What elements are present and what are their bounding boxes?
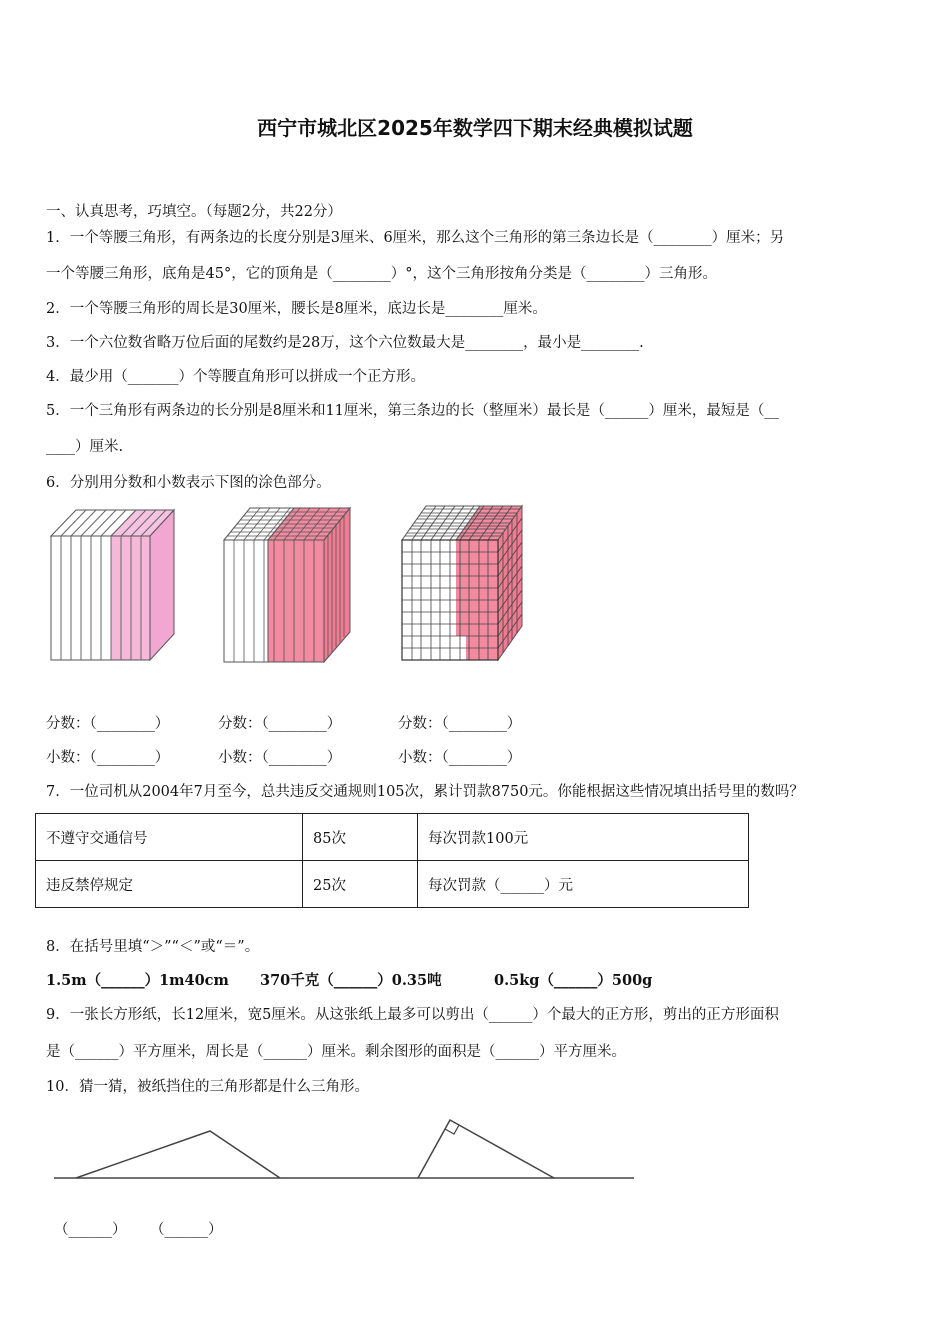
question-3: 3．一个六位数省略万位后面的尾数约是28万，这个六位数最大是________，最小是________. [46, 335, 644, 351]
table-cell: 每次罚款（______）元 [418, 861, 749, 908]
shaded-prism-figure-2 [220, 504, 356, 666]
table-row [36, 861, 749, 908]
shaded-prism-figure-1 [48, 506, 180, 666]
question-9-line-1: 9．一张长方形纸，长12厘米，宽5厘米。从这张纸上最多可以剪出（______）个最大的正方形，剪出的正方形面积 [46, 1007, 779, 1023]
figure-3-decimal-answer: 小数：（________） [398, 750, 522, 766]
question-10: 10．猜一猜，被纸挡住的三角形都是什么三角形。 [46, 1079, 369, 1095]
table-cell: 违反禁停规定 [36, 861, 303, 908]
compare-item-1: 1.5m（______）1m40cm [46, 972, 229, 989]
hidden-triangles-figure [50, 1112, 640, 1186]
table-cell: 25次 [303, 861, 418, 908]
table-row [36, 814, 749, 861]
question-2: 2．一个等腰三角形的周长是30厘米，腰长是8厘米，底边长是________厘米。 [46, 301, 547, 317]
question-6: 6．分别用分数和小数表示下图的涂色部分。 [46, 475, 331, 491]
compare-item-2: 370千克（______）0.35吨 [260, 972, 442, 989]
figure-2-fraction-answer: 分数：（________） [218, 716, 342, 732]
question-7: 7．一位司机从2004年7月至今，总共违反交通规则105次，累计罚款8750元。你能根据这些情况填出括号里的数吗？ [46, 784, 804, 800]
shaded-cube-figure-3 [398, 502, 526, 664]
section-heading: 一、认真思考，巧填空。（每题2分，共22分） [46, 204, 342, 220]
question-8: 8．在括号里填“＞”“＜”或“＝”。 [46, 939, 260, 955]
question-1-line-1: 1．一个等腰三角形，有两条边的长度分别是3厘米、6厘米，那么这个三角形的第三条边长是（________）厘米；另 [46, 230, 785, 246]
fines-table [35, 813, 749, 908]
question-1-line-2: 一个等腰三角形，底角是45°，它的顶角是（________）°，这个三角形按角分类是（________）三角形。 [46, 266, 717, 282]
triangle-1-answer: （______） [54, 1222, 127, 1238]
question-5-line-2: ____）厘米. [46, 439, 124, 455]
figure-1-fraction-answer: 分数：（________） [46, 716, 170, 732]
figure-1-decimal-answer: 小数：（________） [46, 750, 170, 766]
table-cell: 不遵守交通信号 [36, 814, 303, 861]
triangle-2-answer: （______） [150, 1222, 223, 1238]
question-9-line-2: 是（______）平方厘米，周长是（______）厘米。剩余图形的面积是（______）平方厘米。 [46, 1044, 626, 1060]
question-4: 4．最少用（_______）个等腰直角形可以拼成一个正方形。 [46, 369, 425, 385]
figure-2-decimal-answer: 小数：（________） [218, 750, 342, 766]
question-5-line-1: 5．一个三角形有两条边的长分别是8厘米和11厘米，第三条边的长（整厘米）最长是（______）厘米，最短是（__ [46, 403, 779, 419]
table-cell: 85次 [303, 814, 418, 861]
compare-item-3: 0.5kg（______）500g [494, 972, 653, 989]
figure-3-fraction-answer: 分数：（________） [398, 716, 522, 732]
table-cell: 每次罚款100元 [418, 814, 749, 861]
page-title: 西宁市城北区2025年数学四下期末经典模拟试题 [257, 116, 693, 140]
